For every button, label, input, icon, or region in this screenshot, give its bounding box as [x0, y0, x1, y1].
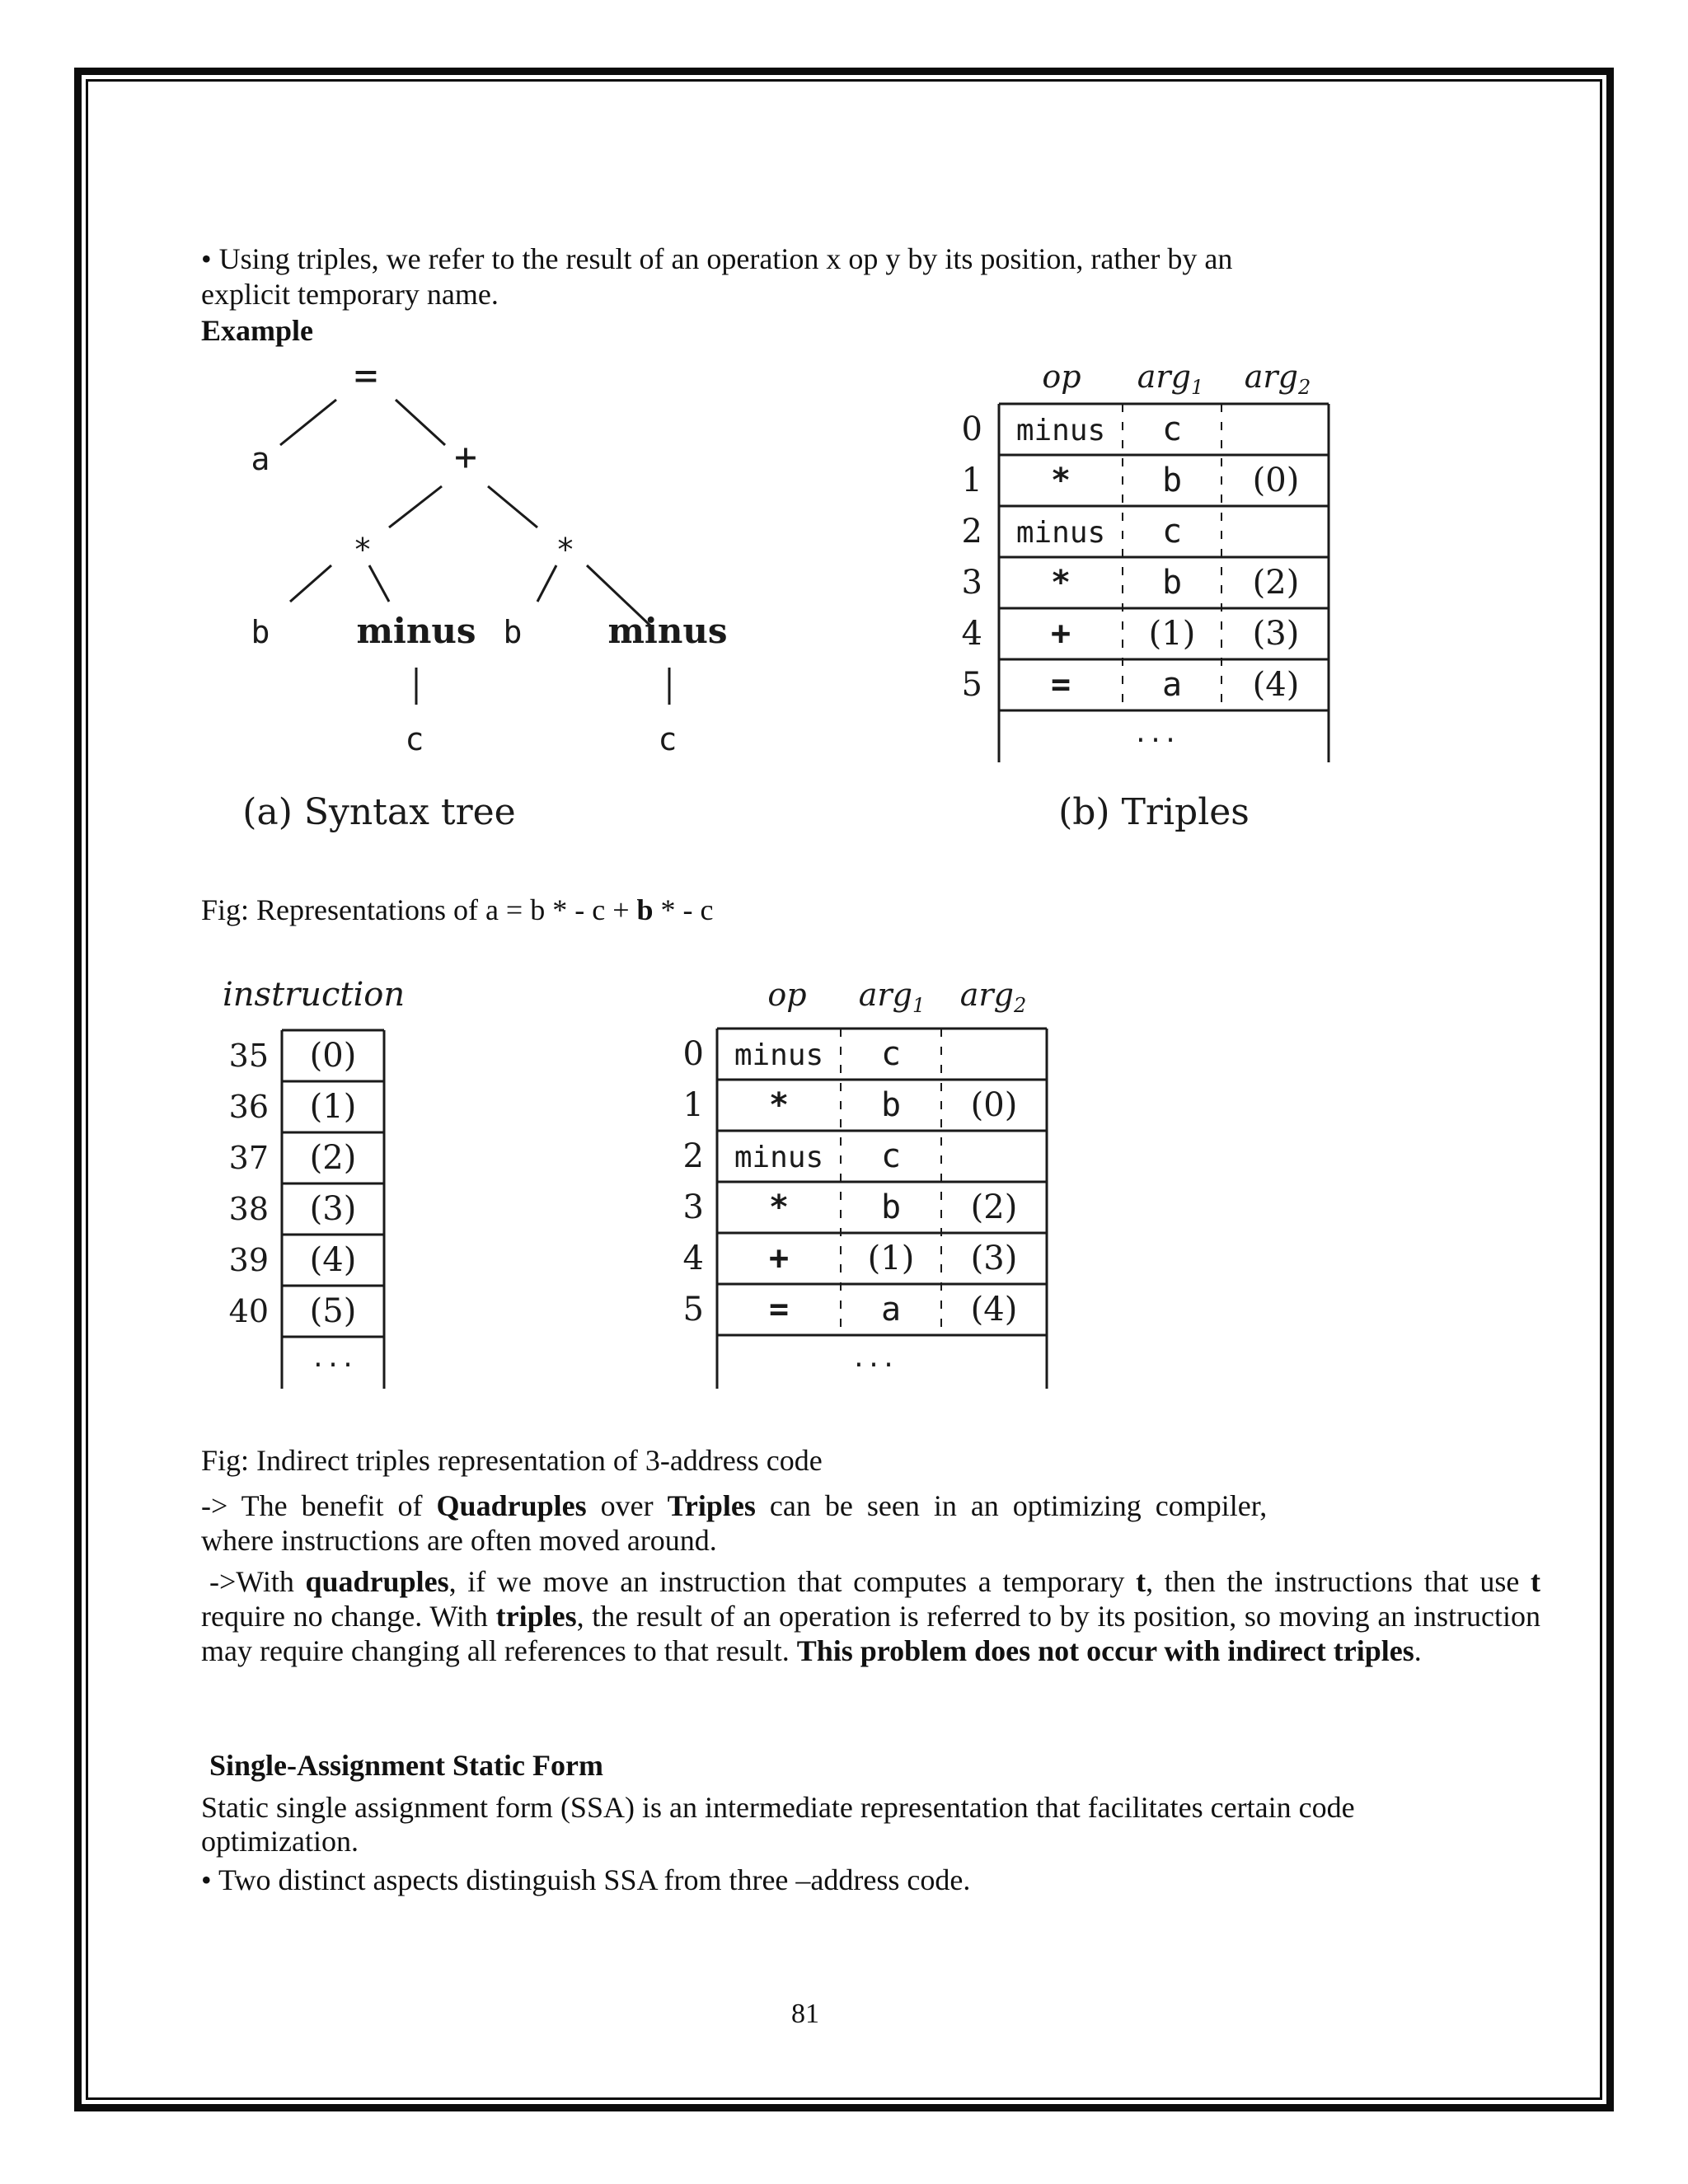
figure2-caption: Fig: Indirect triples representation of 3-address code [201, 1444, 823, 1477]
instruction-ref: (2) [309, 1139, 357, 1177]
arg1-cell: c [1161, 513, 1183, 551]
instruction-number: 40 [228, 1293, 269, 1329]
arg1-cell: (1) [867, 1240, 915, 1277]
bullet-icon: • [201, 242, 212, 275]
triples-caption: (b) Triples [1058, 791, 1250, 833]
instruction-number: 36 [228, 1089, 269, 1125]
indirect-triples-figure [668, 972, 1080, 1401]
para1-line-1: -> The benefit of Quadruples over Triples can be seen in an optimizing compiler, [201, 1489, 1268, 1522]
op-cell: * [1050, 564, 1071, 602]
op-cell: + [1050, 615, 1071, 653]
tree-c-right-label: c [658, 721, 678, 757]
syntax-tree-caption: (a) Syntax tree [242, 791, 516, 833]
arg2-cell: (3) [970, 1240, 1018, 1277]
indirect-triples-headers [767, 977, 1026, 1017]
arg1-cell: c [1161, 410, 1183, 448]
tree-star-left-label: * [353, 532, 373, 568]
row-index: 5 [961, 666, 982, 704]
op-cell: minus [734, 1141, 824, 1174]
op-cell: + [768, 1240, 790, 1277]
ssa-heading: Single-Assignment Static Form [209, 1749, 603, 1782]
op-cell: * [768, 1086, 790, 1124]
tree-b-left-label: b [251, 614, 270, 650]
arg1-cell: c [880, 1035, 902, 1073]
row-index: 4 [961, 615, 982, 653]
row-index: 3 [682, 1188, 704, 1226]
arg1-cell: b [1161, 462, 1183, 499]
instruction-ellipsis: ... [310, 1344, 356, 1373]
arg1-cell: b [880, 1086, 902, 1124]
op-cell: minus [734, 1038, 824, 1072]
arg2-cell: (2) [1252, 564, 1300, 602]
instruction-number: 39 [228, 1242, 269, 1278]
arg1-cell: c [880, 1137, 902, 1175]
op-cell: minus [1015, 414, 1106, 448]
row-index: 1 [961, 462, 982, 499]
instruction-number: 37 [228, 1140, 269, 1176]
tree-a-label: a [251, 441, 270, 477]
para1-line-2: where instructions are often moved around. [201, 1524, 717, 1557]
bullet-icon: • [201, 1863, 212, 1896]
tree-star-right-label: * [556, 532, 575, 568]
ssa-line-1: Static single assignment form (SSA) is an intermediate representation that facilitates certain code [201, 1791, 1355, 1824]
triples-table-figure [948, 354, 1360, 849]
arg2-cell: (0) [970, 1086, 1018, 1124]
arg2-cell: (0) [1252, 462, 1300, 499]
arg1-cell: (1) [1148, 615, 1196, 653]
indirect-header-arg2: arg$_2$ [959, 977, 1027, 1017]
tree-plus-label: + [454, 434, 477, 479]
header-arg2: arg$_2$ [1244, 359, 1311, 399]
op-cell: = [1050, 666, 1071, 704]
op-cell: = [768, 1291, 790, 1329]
row-index: 1 [682, 1086, 704, 1124]
arg1-cell: a [880, 1291, 902, 1329]
arg2-cell: (2) [970, 1188, 1018, 1226]
header-arg1: arg$_1$ [1137, 359, 1204, 399]
figure1-caption: Fig: Representations of a = b * - c + b * - c [201, 893, 714, 926]
indirect-triples-ellipsis: ... [851, 1344, 897, 1373]
instruction-table-figure [223, 972, 437, 1401]
tree-root-label: = [354, 354, 378, 399]
instruction-header: instruction [223, 976, 406, 1014]
instruction-ref: (4) [309, 1241, 357, 1279]
row-index: 2 [961, 513, 982, 551]
intro-line-2: explicit temporary name. [201, 278, 499, 311]
instruction-number: 35 [228, 1038, 269, 1074]
indirect-header-op: op [767, 977, 807, 1013]
arg2-cell: (3) [1252, 615, 1300, 653]
tree-c-left-label: c [405, 721, 424, 757]
triples-ellipsis: ... [1132, 719, 1179, 748]
row-index: 3 [961, 564, 982, 602]
instruction-ref: (5) [309, 1292, 357, 1330]
ssa-line-2: optimization. [201, 1825, 359, 1858]
tree-labels [251, 354, 728, 757]
example-heading: Example [201, 314, 314, 347]
intro-line-1 [201, 241, 1232, 276]
instruction-ref: (0) [309, 1037, 357, 1075]
op-cell: minus [1015, 516, 1106, 550]
indirect-header-arg1: arg$_1$ [858, 977, 926, 1017]
ssa-line-3: • Two distinct aspects distinguish SSA from three –address code. [201, 1863, 971, 1896]
row-index: 4 [682, 1240, 704, 1277]
triples-headers [1042, 359, 1311, 399]
arg1-cell: b [880, 1188, 902, 1226]
row-index: 5 [682, 1291, 704, 1329]
op-cell: * [768, 1188, 790, 1226]
arg1-cell: a [1161, 666, 1183, 704]
instruction-ref: (3) [309, 1190, 357, 1228]
instruction-ref: (1) [309, 1088, 357, 1126]
intro-text-1: Using triples, we refer to the result of an operation x op y by its position, rather by an [218, 242, 1233, 275]
page-number: 81 [791, 1999, 819, 2029]
row-index: 2 [682, 1137, 704, 1175]
row-index: 0 [961, 410, 982, 448]
arg2-cell: (4) [1252, 666, 1300, 704]
op-cell: * [1050, 462, 1071, 499]
para2: ->With quadruples, if we move an instruction that computes a temporary t, then the instructions that use t require no change. With triples, the result of an operation is referred to by its position, so moving an instruction may require changing all references to that result. This problem does not occur with indirect triples. [201, 1565, 1540, 1667]
tree-minus-left-label: minus [356, 611, 476, 651]
arg2-cell: (4) [970, 1291, 1018, 1329]
tree-b-right-label: b [503, 614, 523, 650]
row-index: 0 [682, 1035, 704, 1073]
tree-minus-right-label: minus [607, 611, 728, 651]
header-op: op [1042, 359, 1081, 395]
arg1-cell: b [1161, 564, 1183, 602]
syntax-tree-figure [214, 354, 791, 849]
instruction-number: 38 [228, 1191, 269, 1227]
